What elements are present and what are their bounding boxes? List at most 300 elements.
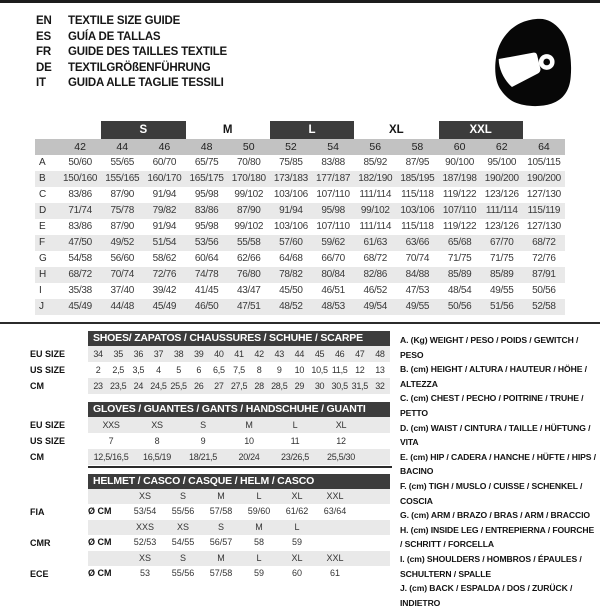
shoes-value-cell: 41 bbox=[234, 349, 244, 359]
size-value-cell: 173/183 bbox=[270, 171, 312, 187]
guide-title: TEXTILE SIZE GUIDE bbox=[68, 15, 181, 27]
shoes-value-cell: 6 bbox=[196, 365, 202, 375]
size-value-cell: 50/60 bbox=[68, 157, 92, 168]
size-value-cell: 58/62 bbox=[152, 253, 177, 264]
unit-spacer bbox=[88, 551, 126, 566]
size-value-cell: 48/53 bbox=[312, 299, 354, 315]
shoes-value-cell: 32 bbox=[375, 381, 385, 391]
helmet-value-cell: 55/56 bbox=[171, 505, 195, 516]
helmet-value-cell: 53 bbox=[139, 567, 150, 578]
legend-item: D. (cm) WAIST / CINTURA / TAILLE / HÜFTUNG / VITA bbox=[400, 422, 591, 448]
size-header: 44 bbox=[101, 139, 143, 155]
size-value-cell: 111/114 bbox=[359, 189, 392, 200]
gloves-value-cell: 9 bbox=[200, 436, 206, 446]
helmet-value-cell: 57/58 bbox=[209, 567, 233, 578]
shoes-value-cell: 23,5 bbox=[110, 381, 127, 391]
measurement-row-label: B bbox=[35, 171, 59, 187]
size-value-cell: 67/70 bbox=[481, 235, 523, 251]
size-group-m: M bbox=[222, 124, 233, 136]
size-value-cell: 103/106 bbox=[273, 221, 308, 232]
size-value-cell: 160/170 bbox=[143, 171, 185, 187]
textile-size-table bbox=[35, 121, 565, 315]
size-value-cell: 95/98 bbox=[194, 221, 219, 232]
shoes-size-table bbox=[30, 331, 392, 394]
size-value-cell: 56/60 bbox=[110, 253, 134, 264]
helmet-size-header: XS bbox=[176, 521, 189, 532]
gloves-value-cell: 8 bbox=[154, 436, 160, 446]
gloves-row-label: CM bbox=[30, 452, 44, 462]
size-value-cell: 91/94 bbox=[152, 221, 177, 232]
size-value-cell: 70/74 bbox=[405, 253, 430, 264]
diameter-unit-label: Ø CM bbox=[88, 505, 112, 516]
size-value-cell: 76/80 bbox=[228, 267, 270, 283]
size-value-cell: 84/88 bbox=[396, 267, 438, 283]
shoes-value-cell: 47 bbox=[355, 349, 365, 359]
shoes-value-cell: 38 bbox=[173, 349, 184, 359]
size-value-cell: 49/54 bbox=[354, 299, 396, 315]
gloves-row-values bbox=[88, 417, 390, 433]
size-value-cell: 48/54 bbox=[447, 285, 472, 296]
helmet-size-header: XS bbox=[138, 490, 151, 501]
legend-item: H. (cm) INSIDE LEG / ENTREPIERNA / FOURCHE / SCHRITT / FORCELLA bbox=[400, 524, 595, 550]
shoes-value-cell: 2 bbox=[95, 365, 101, 375]
measurement-row-label: H bbox=[35, 267, 59, 283]
label-spacer bbox=[30, 331, 88, 346]
size-value-cell: 115/118 bbox=[401, 221, 434, 232]
size-value-cell: 79/82 bbox=[143, 203, 185, 219]
size-value-cell: 87/91 bbox=[523, 267, 565, 283]
language-code: EN bbox=[36, 15, 52, 27]
size-value-cell: 99/102 bbox=[234, 221, 264, 232]
helmet-header-row bbox=[30, 474, 392, 489]
shoes-value-cell: 26 bbox=[194, 381, 204, 391]
shoes-value-cell: 39 bbox=[194, 349, 204, 359]
size-value-cell: 83/88 bbox=[321, 157, 345, 168]
helmet-value-cell: 58 bbox=[253, 536, 264, 547]
gloves-row-label: EU SIZE bbox=[30, 420, 66, 430]
size-value-cell: 150/160 bbox=[59, 171, 101, 187]
size-header: 64 bbox=[523, 139, 565, 155]
size-value-cell: 54/58 bbox=[68, 253, 92, 264]
size-value-cell: 99/102 bbox=[234, 189, 264, 200]
top-border-rule bbox=[0, 0, 600, 3]
size-value-cell: 177/187 bbox=[312, 171, 354, 187]
size-group-spacer bbox=[35, 121, 101, 139]
shoes-value-cell: 43 bbox=[274, 349, 284, 359]
size-value-cell: 83/86 bbox=[68, 221, 92, 232]
size-value-cell: 127/130 bbox=[526, 221, 561, 232]
label-spacer bbox=[30, 402, 88, 417]
size-value-cell: 85/92 bbox=[363, 157, 387, 168]
shoes-table-title: SHOES/ ZAPATOS / CHAUSSURES / SCHUHE / SCARPE bbox=[88, 331, 390, 346]
size-value-cell: 155/165 bbox=[101, 171, 143, 187]
size-value-cell: 78/82 bbox=[270, 267, 312, 283]
size-value-cell: 119/122 bbox=[442, 189, 477, 200]
size-group-s: S bbox=[101, 121, 185, 139]
size-value-cell: 68/72 bbox=[363, 253, 387, 264]
size-value-cell: 95/100 bbox=[487, 157, 517, 168]
measurement-row-label: F bbox=[35, 235, 59, 251]
size-value-cell: 48/52 bbox=[270, 299, 312, 315]
helmet-standard-label: CMR bbox=[30, 537, 51, 548]
shoes-value-cell: 34 bbox=[93, 349, 103, 359]
shoes-value-cell: 31,5 bbox=[351, 381, 368, 391]
helmet-value-cell: 55/56 bbox=[171, 567, 195, 578]
shoes-row-label: US SIZE bbox=[30, 365, 66, 375]
size-header: 48 bbox=[186, 139, 228, 155]
size-value-cell: 111/114 bbox=[359, 221, 392, 232]
shoes-value-cell: 28 bbox=[254, 381, 264, 391]
size-value-cell: 47/50 bbox=[59, 235, 101, 251]
size-value-cell: 107/110 bbox=[316, 221, 350, 232]
size-value-cell: 99/102 bbox=[354, 203, 396, 219]
size-group-l: L bbox=[270, 121, 354, 139]
size-value-cell: 107/110 bbox=[316, 189, 350, 200]
helmet-value-cell: 63/64 bbox=[323, 505, 347, 516]
size-value-cell: 71/75 bbox=[489, 253, 514, 264]
size-header: 46 bbox=[143, 139, 185, 155]
size-value-cell: 190/200 bbox=[523, 171, 565, 187]
size-value-cell: 37/40 bbox=[110, 285, 134, 296]
size-value-cell: 59/62 bbox=[312, 235, 354, 251]
gloves-table-row bbox=[30, 417, 392, 433]
measurement-row-label: E bbox=[39, 221, 46, 232]
size-value-cell: 190/200 bbox=[481, 171, 523, 187]
gloves-row-values bbox=[88, 433, 390, 449]
gloves-value-cell: 7 bbox=[108, 436, 114, 446]
gloves-value-cell: 23/26,5 bbox=[281, 452, 309, 462]
measurement-row-label: I bbox=[39, 285, 42, 296]
size-value-cell: 44/48 bbox=[101, 299, 143, 315]
shoes-value-cell: 7,5 bbox=[233, 365, 245, 375]
size-value-cell: 46/52 bbox=[363, 285, 387, 296]
gloves-size-table bbox=[30, 402, 392, 465]
shoes-row-values bbox=[88, 378, 390, 394]
shoes-value-cell: 27,5 bbox=[230, 381, 248, 391]
helmet-value-cell: 60 bbox=[291, 567, 302, 578]
helmet-value-cell: 54/55 bbox=[171, 536, 195, 547]
helmet-size-header: XXL bbox=[326, 490, 344, 501]
helmet-sizes-row bbox=[30, 489, 392, 504]
shoes-row-values bbox=[88, 346, 390, 362]
size-value-cell: 115/119 bbox=[523, 203, 565, 219]
shoes-value-cell: 24 bbox=[133, 381, 144, 391]
size-value-cell: 35/38 bbox=[68, 285, 92, 296]
size-value-cell: 50/56 bbox=[439, 299, 481, 315]
size-value-cell: 50/56 bbox=[532, 285, 556, 296]
label-spacer bbox=[30, 520, 88, 535]
helmet-size-header: L bbox=[256, 490, 262, 501]
helmet-table-title: HELMET / CASCO / CASQUE / HELM / CASCO bbox=[88, 474, 390, 489]
helmet-size-header bbox=[316, 520, 354, 535]
gloves-table-row bbox=[30, 433, 392, 449]
helmet-value-cell: 57/58 bbox=[209, 505, 233, 516]
size-value-cell: 103/106 bbox=[396, 203, 438, 219]
size-value-cell: 47/51 bbox=[228, 299, 270, 315]
size-value-cell: 91/94 bbox=[270, 203, 312, 219]
size-header: 50 bbox=[228, 139, 270, 155]
size-header: 52 bbox=[270, 139, 312, 155]
helmet-row-values bbox=[88, 566, 390, 582]
shoes-value-cell: 10,5 bbox=[311, 365, 328, 375]
shoes-value-cell: 6,5 bbox=[213, 365, 225, 375]
shoes-header-row bbox=[30, 331, 392, 346]
helmet-sizes-band bbox=[88, 520, 390, 535]
size-value-cell: 53/56 bbox=[186, 235, 228, 251]
measurement-row-label: C bbox=[39, 189, 47, 200]
size-value-cell: 80/84 bbox=[312, 267, 354, 283]
gloves-row-values bbox=[88, 449, 390, 465]
size-value-cell: 75/85 bbox=[279, 157, 303, 168]
shoes-value-cell: 10 bbox=[294, 365, 305, 375]
gloves-value-cell: M bbox=[245, 420, 253, 430]
helmet-sizes-row bbox=[30, 551, 392, 566]
size-value-cell: 71/75 bbox=[447, 253, 472, 264]
size-group-spacer bbox=[523, 121, 565, 139]
size-value-cell: 119/122 bbox=[442, 221, 477, 232]
measurement-legend bbox=[400, 333, 598, 610]
gloves-value-cell: 10 bbox=[244, 436, 254, 446]
legend-item: F. (cm) TIGH / MUSLO / CUISSE / SCHENKEL / COSCIA bbox=[400, 480, 583, 506]
size-value-cell: 51/54 bbox=[143, 235, 185, 251]
size-value-cell: 72/76 bbox=[532, 253, 556, 264]
measurement-row-label: G bbox=[39, 253, 47, 264]
helmet-sizes-band bbox=[88, 551, 390, 566]
size-value-cell: 82/86 bbox=[354, 267, 396, 283]
gloves-value-cell: XL bbox=[335, 420, 347, 430]
shoes-value-cell: 13 bbox=[375, 365, 385, 375]
size-value-cell: 60/70 bbox=[152, 157, 177, 168]
lower-tables-column bbox=[30, 331, 392, 582]
size-value-cell: 49/52 bbox=[101, 235, 143, 251]
shoes-value-cell: 42 bbox=[254, 349, 264, 359]
size-value-cell: 187/198 bbox=[439, 171, 481, 187]
helmet-size-header: XL bbox=[291, 490, 303, 501]
helmet-value-cell: 52/53 bbox=[133, 536, 157, 547]
size-value-cell: 57/60 bbox=[270, 235, 312, 251]
measurement-row-label: D bbox=[35, 203, 59, 219]
size-value-cell: 85/89 bbox=[439, 267, 481, 283]
shoes-value-cell: 40 bbox=[214, 349, 224, 359]
shoes-row-label: CM bbox=[30, 381, 44, 391]
spacer bbox=[30, 394, 392, 402]
size-group-xl: XL bbox=[388, 124, 404, 136]
size-value-cell: 83/86 bbox=[68, 189, 92, 200]
size-value-cell: 39/42 bbox=[152, 285, 177, 296]
gloves-value-cell: 12,5/16,5 bbox=[93, 452, 129, 462]
size-value-cell: 95/98 bbox=[194, 189, 219, 200]
size-value-cell: 127/130 bbox=[526, 189, 561, 200]
size-value-cell: 49/55 bbox=[489, 285, 514, 296]
helmet-values-row bbox=[30, 535, 392, 551]
helmet-sizes-row bbox=[30, 520, 392, 535]
size-header: 42 bbox=[59, 139, 101, 155]
language-code: FR bbox=[36, 46, 51, 59]
guide-title: GUIDE DES TAILLES TEXTILE bbox=[68, 46, 227, 59]
helmet-sizes-band bbox=[88, 489, 390, 504]
gloves-helmet-divider-rule bbox=[88, 466, 392, 468]
legend-item: C. (cm) CHEST / PECHO / POITRINE / TRUHE / PETTO bbox=[400, 393, 584, 418]
helmet-value-cell: 56/57 bbox=[209, 536, 233, 547]
language-row bbox=[36, 61, 227, 77]
size-group-xxl: XXL bbox=[439, 121, 523, 139]
size-header: 62 bbox=[481, 139, 523, 155]
size-value-cell: 72/76 bbox=[143, 267, 185, 283]
size-value-cell: 70/80 bbox=[236, 157, 261, 168]
size-value-cell: 61/63 bbox=[354, 235, 396, 251]
helmet-size-header: S bbox=[217, 521, 224, 532]
size-value-cell: 75/78 bbox=[101, 203, 143, 219]
gloves-header-row bbox=[30, 402, 392, 417]
size-value-cell: 95/98 bbox=[312, 203, 354, 219]
language-code: ES bbox=[36, 30, 51, 43]
helmet-size-header: M bbox=[217, 552, 225, 563]
size-header-spacer bbox=[35, 139, 59, 155]
section-divider-rule bbox=[0, 322, 600, 324]
shoes-value-cell: 2,5 bbox=[112, 365, 124, 375]
size-value-cell: 90/100 bbox=[445, 157, 474, 168]
size-value-cell: 70/74 bbox=[101, 267, 143, 283]
shoes-table-row bbox=[30, 362, 392, 378]
unit-spacer bbox=[88, 489, 126, 504]
shoes-table-row bbox=[30, 378, 392, 394]
language-row bbox=[36, 30, 227, 46]
shoes-value-cell: 30,5 bbox=[331, 381, 348, 391]
helmet-standard-label: FIA bbox=[30, 506, 45, 517]
size-value-cell: 87/95 bbox=[405, 157, 430, 168]
language-row bbox=[36, 45, 227, 61]
size-value-cell: 103/106 bbox=[273, 189, 308, 200]
diameter-unit-label: Ø CM bbox=[88, 536, 112, 547]
size-value-cell: 66/70 bbox=[321, 253, 345, 264]
guide-title: GUIDA ALLE TAGLIE TESSILI bbox=[68, 77, 224, 90]
shoes-row-values bbox=[88, 362, 390, 378]
helmet-values-row bbox=[30, 566, 392, 582]
size-value-cell: 182/190 bbox=[354, 171, 396, 187]
language-code: IT bbox=[36, 77, 46, 90]
size-value-cell: 45/49 bbox=[59, 299, 101, 315]
shoes-value-cell: 44 bbox=[294, 349, 305, 359]
size-value-cell: 87/90 bbox=[110, 189, 134, 200]
helmet-size-header: XXS bbox=[135, 521, 154, 532]
shoes-value-cell: 9 bbox=[276, 365, 282, 375]
gloves-value-cell: XS bbox=[151, 420, 163, 430]
size-header: 54 bbox=[312, 139, 354, 155]
shoes-value-cell: 8 bbox=[256, 365, 262, 375]
size-value-cell: 170/180 bbox=[228, 171, 270, 187]
helmet-size-header: M bbox=[217, 490, 225, 501]
size-value-cell: 91/94 bbox=[152, 189, 177, 200]
size-value-cell: 68/72 bbox=[59, 267, 101, 283]
size-value-cell: 105/115 bbox=[527, 157, 561, 168]
gloves-value-cell: XXS bbox=[102, 420, 120, 430]
size-value-cell: 65/75 bbox=[194, 157, 219, 168]
helmet-row-values bbox=[88, 535, 390, 551]
size-value-cell: 43/47 bbox=[236, 285, 261, 296]
helmet-value-cell: 59 bbox=[291, 536, 302, 547]
diameter-unit-label: Ø CM bbox=[88, 567, 112, 578]
size-value-cell: 83/86 bbox=[186, 203, 228, 219]
size-value-cell: 85/89 bbox=[481, 267, 523, 283]
measurement-row-label: J bbox=[35, 299, 59, 315]
helmet-value-cell: 61 bbox=[329, 567, 340, 578]
shoes-value-cell: 30 bbox=[314, 381, 325, 391]
shoes-value-cell: 46 bbox=[334, 349, 345, 359]
helmet-size-header: L bbox=[256, 552, 262, 563]
shoes-value-cell: 24,5 bbox=[150, 381, 167, 391]
shoes-value-cell: 12 bbox=[355, 365, 365, 375]
size-value-cell: 111/114 bbox=[481, 203, 523, 219]
size-value-cell: 115/118 bbox=[401, 189, 434, 200]
helmet-size-header: XXL bbox=[326, 552, 344, 563]
guide-title: GUÍA DE TALLAS bbox=[68, 30, 161, 43]
size-value-cell: 45/49 bbox=[143, 299, 185, 315]
shoes-value-cell: 45 bbox=[314, 349, 325, 359]
size-value-cell: 41/45 bbox=[194, 285, 219, 296]
gloves-value-cell: S bbox=[200, 420, 206, 430]
gloves-value-cell: 12 bbox=[336, 436, 346, 446]
shoes-value-cell: 3,5 bbox=[132, 365, 145, 375]
shoes-value-cell: 27 bbox=[214, 381, 224, 391]
size-value-cell: 63/66 bbox=[396, 235, 438, 251]
helmet-value-cell: 59 bbox=[253, 567, 264, 578]
size-header: 56 bbox=[354, 139, 396, 155]
helmet-size-table bbox=[30, 474, 392, 582]
size-value-cell: 64/68 bbox=[279, 253, 303, 264]
label-spacer bbox=[30, 551, 88, 566]
size-value-cell: 62/66 bbox=[236, 253, 261, 264]
gloves-value-cell: 18/21,5 bbox=[189, 452, 217, 462]
measurement-row-label: A bbox=[39, 157, 46, 168]
gloves-value-cell: 25,5/30 bbox=[327, 452, 355, 462]
size-value-cell: 55/65 bbox=[110, 157, 134, 168]
gloves-table-row bbox=[30, 449, 392, 465]
size-value-cell: 47/53 bbox=[405, 285, 430, 296]
helmet-value-cell bbox=[316, 535, 354, 551]
helmet-standard-label: ECE bbox=[30, 568, 49, 579]
size-value-cell: 46/50 bbox=[186, 299, 228, 315]
size-value-cell: 74/78 bbox=[186, 267, 228, 283]
helmet-size-header: S bbox=[179, 490, 186, 501]
size-value-cell: 123/126 bbox=[484, 221, 519, 232]
shoes-table-row bbox=[30, 346, 392, 362]
helmet-size-header: S bbox=[179, 552, 186, 563]
helmet-size-header: XL bbox=[291, 552, 303, 563]
size-value-cell: 165/175 bbox=[186, 171, 228, 187]
size-value-cell: 52/58 bbox=[523, 299, 565, 315]
gloves-value-cell: 16,5/19 bbox=[143, 452, 171, 462]
size-value-cell: 87/90 bbox=[228, 203, 270, 219]
legend-item: A. (Kg) WEIGHT / PESO / POIDS / GEWITCH / PESO bbox=[400, 335, 579, 360]
size-value-cell: 185/195 bbox=[396, 171, 438, 187]
gloves-value-cell: L bbox=[292, 420, 298, 430]
shoes-value-cell: 11,5 bbox=[331, 365, 348, 375]
size-value-cell: 60/64 bbox=[194, 253, 219, 264]
shoes-value-cell: 25,5 bbox=[170, 381, 187, 391]
guide-title: TEXTILGRÖßENFÜHRUNG bbox=[68, 61, 211, 74]
shoes-value-cell: 4 bbox=[156, 365, 161, 375]
size-value-cell: 45/50 bbox=[279, 285, 303, 296]
language-row bbox=[36, 76, 227, 92]
legend-item: J. (cm) BACK / ESPALDA / DOS / ZURÜCK / INDIETRO bbox=[400, 583, 573, 608]
legend-item: I. (cm) SHOULDERS / HOMBROS / ÉPAULES / SCHULTERN / SPALLE bbox=[400, 553, 582, 579]
gloves-value-cell: 11 bbox=[290, 436, 300, 446]
shoes-value-cell: 35 bbox=[113, 349, 123, 359]
size-value-cell: 68/72 bbox=[523, 235, 565, 251]
gloves-value-cell: 20/24 bbox=[238, 452, 260, 462]
size-value-cell: 123/126 bbox=[484, 189, 519, 200]
legend-item: E. (cm) HIP / CADERA / HANCHE / HÜFTE / HIPS / BACINO bbox=[400, 451, 596, 477]
